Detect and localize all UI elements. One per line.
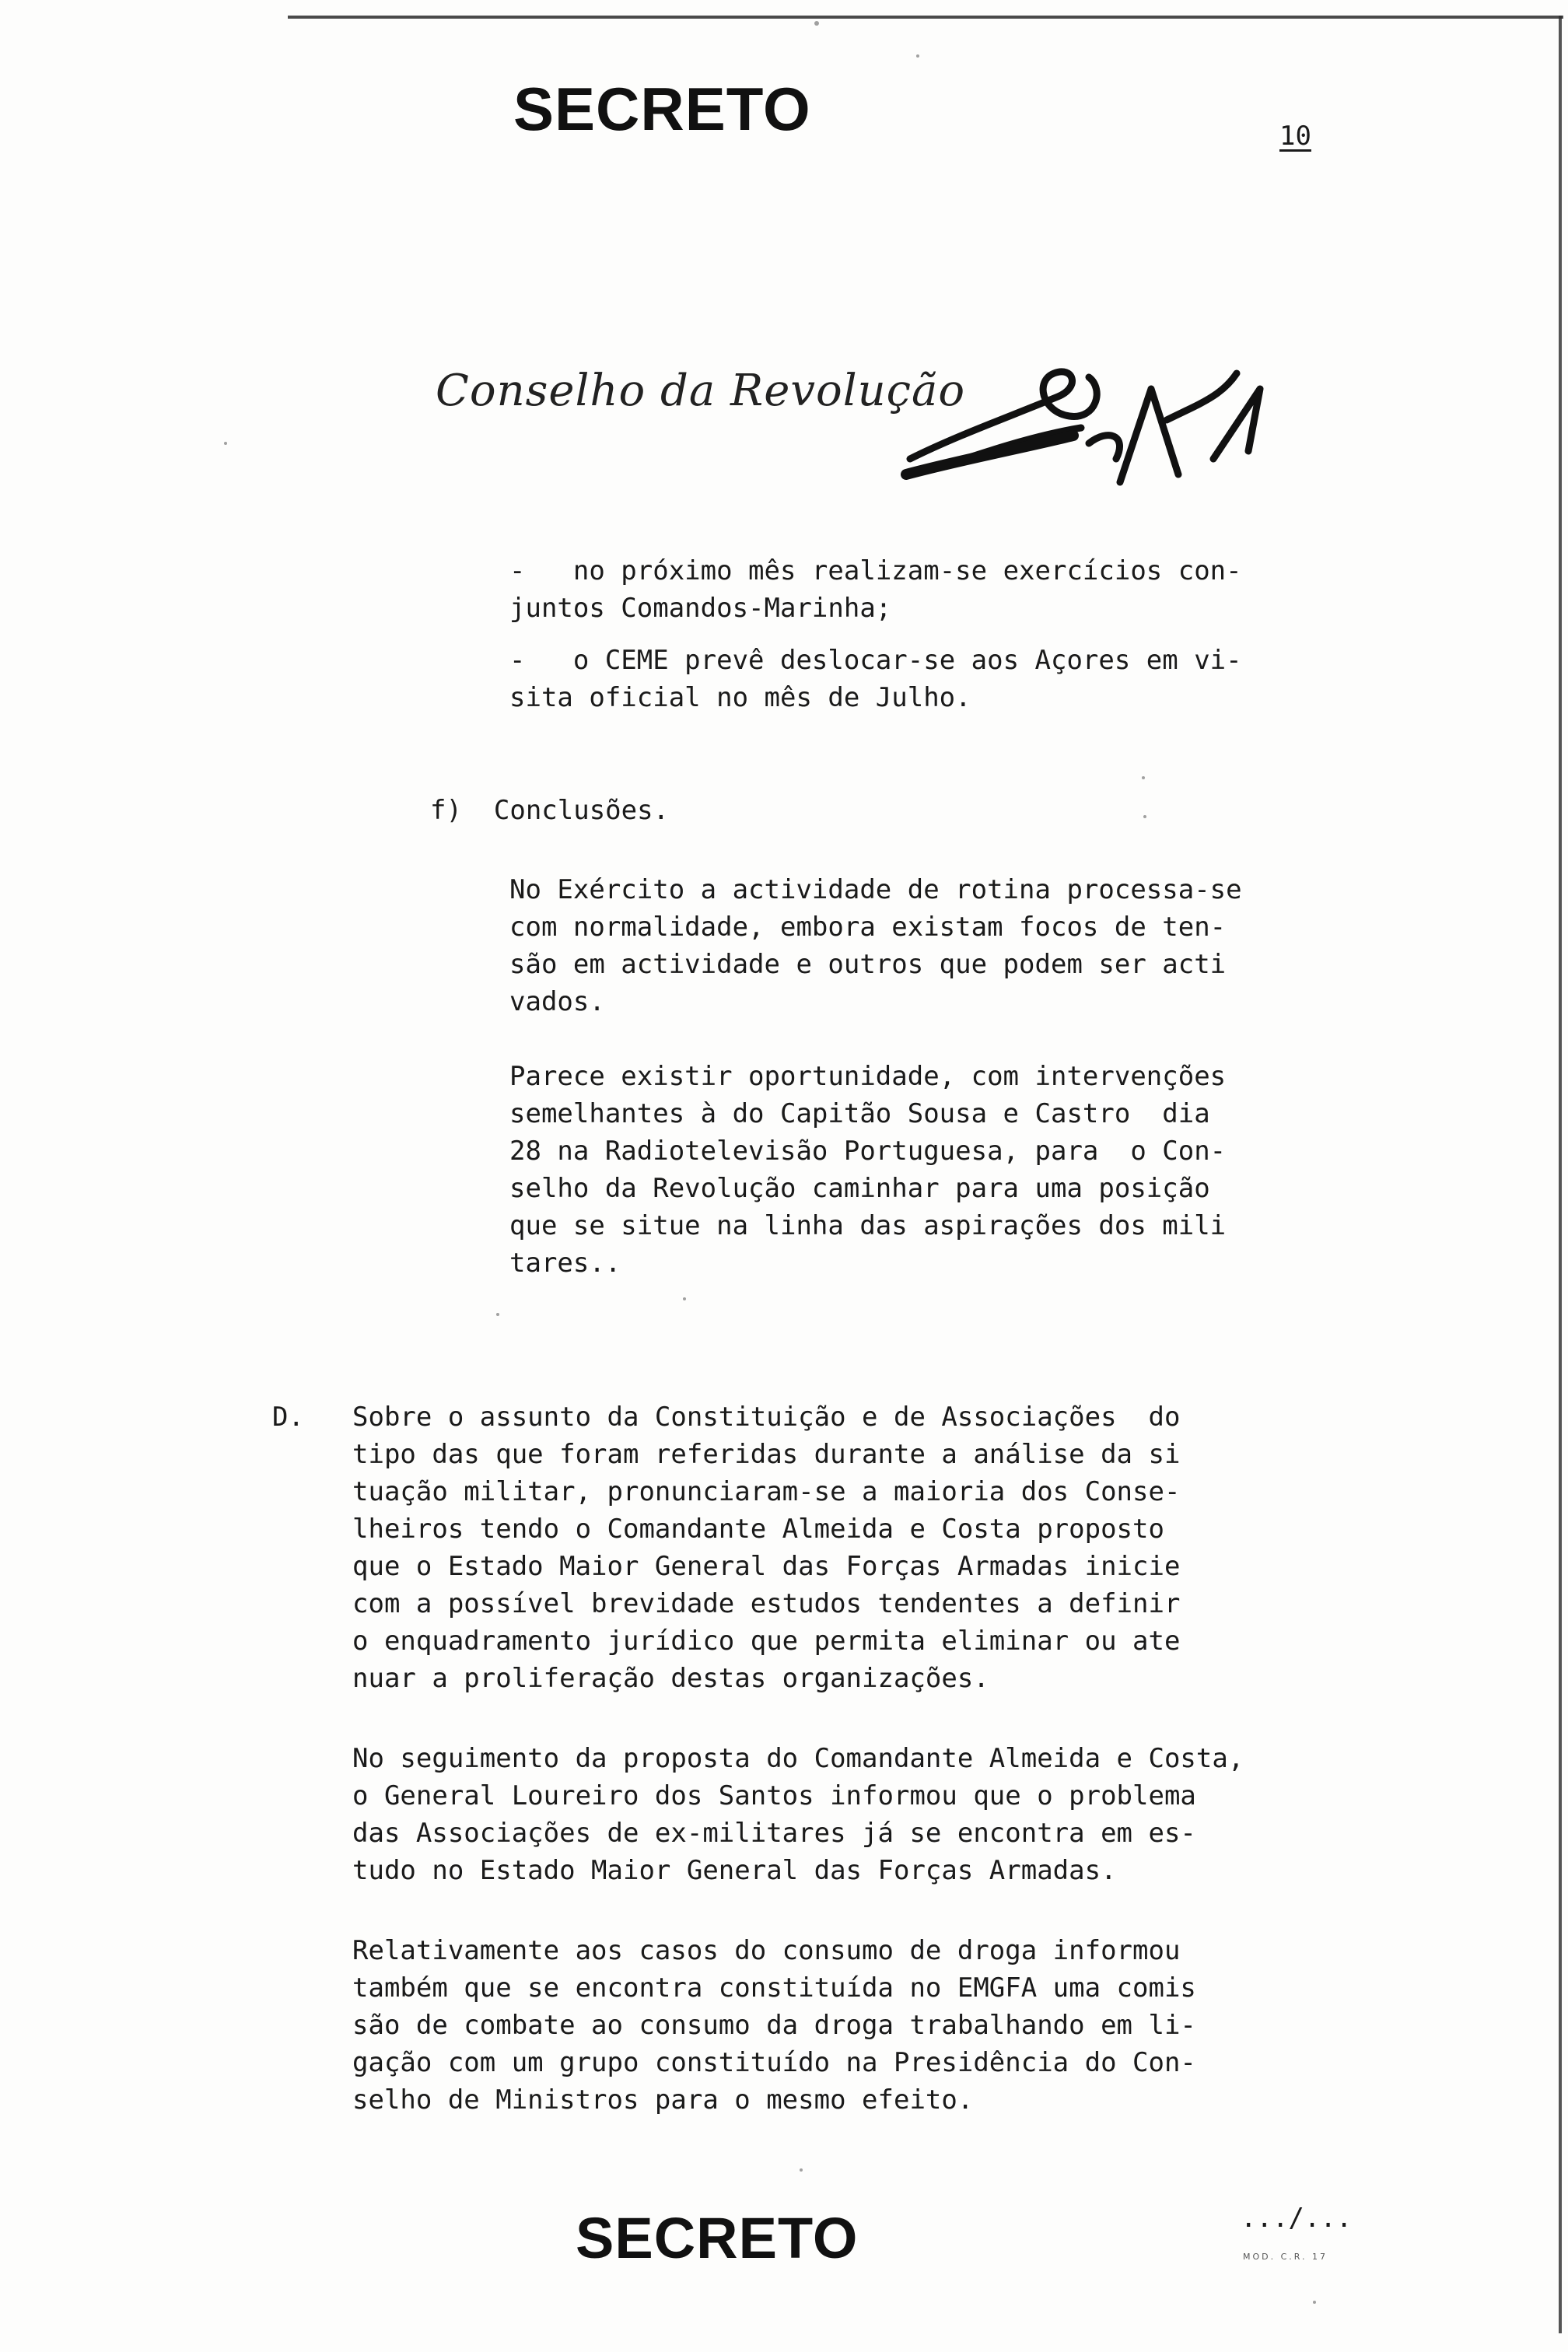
- section-f-heading: f) Conclusões.: [430, 795, 670, 826]
- section-d-letter: D.: [272, 1402, 304, 1433]
- bullet-dash: -: [509, 645, 573, 676]
- letterhead: Conselho da Revolução: [436, 366, 966, 416]
- bullet-text: [509, 642, 1242, 716]
- page-number: 10: [1279, 121, 1311, 152]
- continuation-mark: .../...: [1241, 2203, 1353, 2234]
- section-d-paragraph-2: No seguimento da proposta do Comandante Almeida e Costa, o General Loureiro dos Santos informou que o problema das Associações de ex-militares já se encontra em es- tudo no Estado Maior General das Forças Armadas.: [352, 1743, 1244, 1886]
- bullet-item-exercises: [509, 552, 1242, 627]
- secret-stamp-top: SECRETO: [513, 75, 811, 143]
- scan-edge-right: [1559, 16, 1562, 2333]
- secret-stamp-bottom: SECRETO: [576, 2206, 859, 2270]
- section-f-paragraph-2: Parece existir oportunidade, com intervenções semelhantes à do Capitão Sousa e Castro dia 28 na Radiotelevisão Portuguesa, para o Con- selho da Revolução caminhar para uma posição que se situe na linha das aspirações dos mili tares..: [509, 1061, 1227, 1279]
- bullet-dash: -: [509, 555, 573, 586]
- bullet-content: no próximo mês realizam-se exercícios con- juntos Comandos-Marinha;: [509, 555, 1242, 624]
- bullet-content: o CEME prevê deslocar-se aos Açores em vi- sita oficial no mês de Julho.: [509, 645, 1242, 713]
- section-d-paragraph-1: Sobre o assunto da Constituição e de Associações do tipo das que foram referidas durante a análise da si tuação militar, pronunciaram-se a maioria dos Conse- lheiros tendo o Comandante Almeida e Costa proposto que o Estado Maior General das Forças Armadas inicie com a possível brevidade estudos tendentes a definir o enquadramento jurídico que permita eliminar ou ate nuar a proliferação destas organizações.: [352, 1402, 1181, 1694]
- form-code: MOD. C.R. 17: [1243, 2252, 1328, 2262]
- bullet-text: [509, 552, 1242, 627]
- bullet-item-ceme-visit: [509, 642, 1242, 716]
- section-f-paragraph-1: No Exército a actividade de rotina processa-se com normalidade, embora existam focos de ten- são em actividade e outros que podem ser acti vados.: [509, 874, 1242, 1017]
- scan-edge-top: [288, 16, 1563, 19]
- section-d-paragraph-3: Relativamente aos casos do consumo de droga informou também que se encontra constituída no EMGFA uma comis são de combate ao consumo da droga trabalhando em li- gação com um grupo constituído na Presidência do Con- selho de Ministros para o mesmo efeito.: [352, 1935, 1196, 2116]
- signature: [894, 342, 1299, 498]
